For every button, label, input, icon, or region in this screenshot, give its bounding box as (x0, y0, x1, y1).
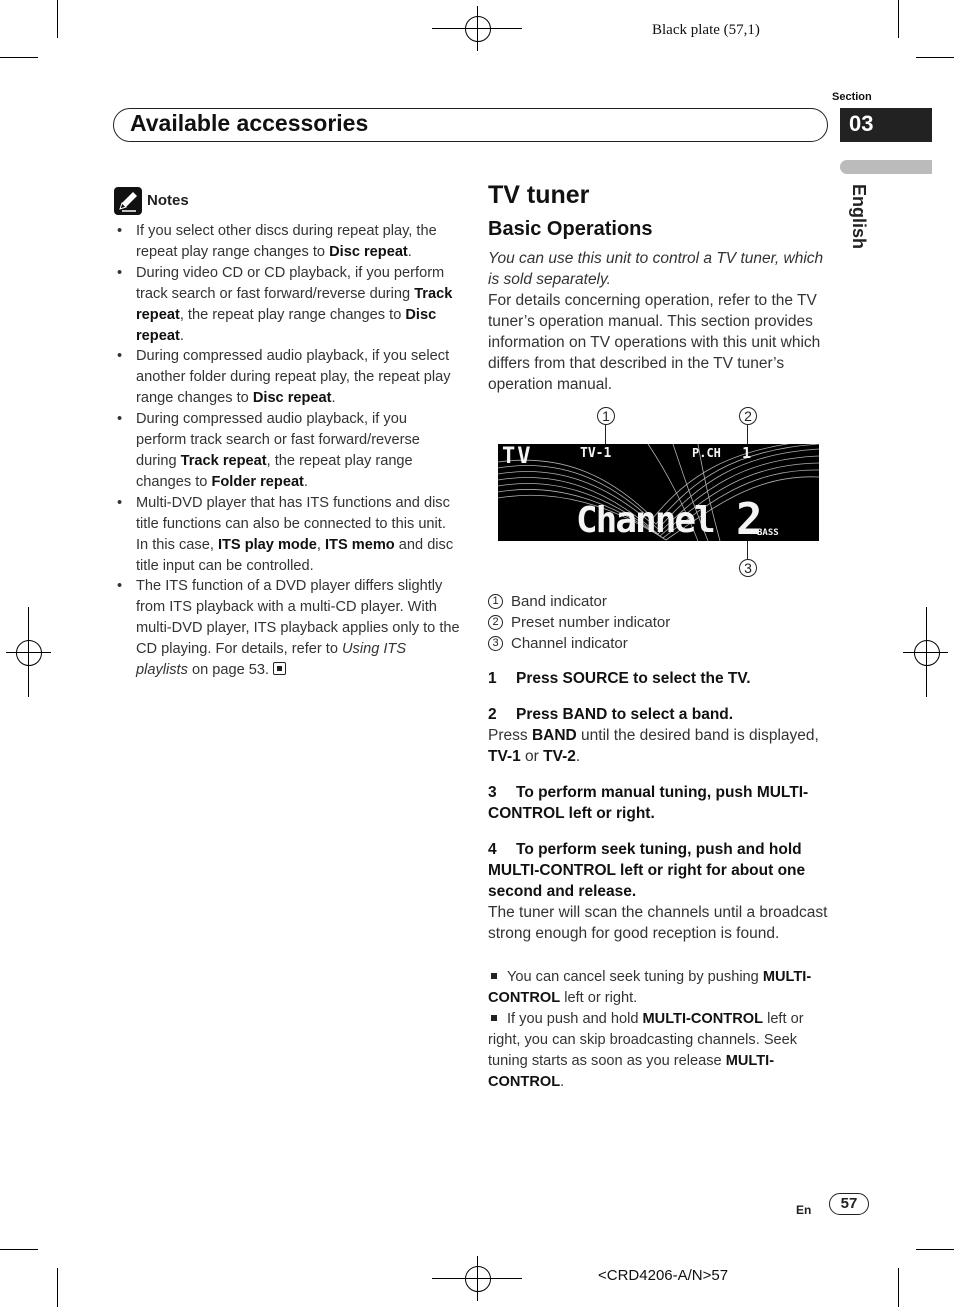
legend-text: Channel indicator (511, 635, 628, 652)
section-number: 03 (840, 108, 932, 142)
list-item: • During video CD or CD playback, if you perform track search or fast forward/reverse during Track repeat, the repeat play range changes to Disc repeat. (114, 263, 460, 347)
crop-mark (0, 1249, 38, 1250)
notes-list (114, 221, 460, 681)
band-label: TV (502, 444, 533, 469)
list-item: • If you select other discs during repeat play, the repeat play range changes to Disc repeat. (114, 221, 460, 263)
list-item: • The ITS function of a DVD player differs slightly from ITS playback with a multi-CD player. With multi-DVD player, ITS playback applies only to the CD playing. For details, refer to Using ITS playlists on page 53. (114, 576, 460, 681)
list-item: • During compressed audio playback, if you perform track search or fast forward/reverse during Track repeat, the repeat play range changes to Folder repeat. (114, 409, 460, 493)
step-2-body: Press BAND until the desired band is displayed, TV-1 or TV-2. (488, 727, 819, 765)
legend-item (488, 635, 628, 652)
step-2: 2 Press BAND to select a band. (488, 706, 734, 723)
preset-label: P.CH (692, 446, 721, 460)
legend-item (488, 614, 670, 631)
list-item: • Multi-DVD player that has ITS functions and disc title functions can also be connected to this unit. In this case, ITS play mode, ITS memo and disc title input can be controlled. (114, 493, 460, 577)
crop-mark (57, 1268, 58, 1307)
document-code: <CRD4206-A/N>57 (598, 1267, 729, 1284)
registration-mark (16, 640, 42, 666)
header-title: Available accessories (130, 110, 369, 136)
bullet-square-icon (491, 1015, 497, 1021)
callout-1: 1 (597, 407, 615, 425)
language-tab-bar (840, 160, 932, 174)
legend-number: 3 (488, 636, 503, 651)
list-item: • During compressed audio playback, if you select another folder during repeat play, the repeat play range changes to Disc repeat. (114, 346, 460, 409)
intro-text: For details concerning operation, refer to the TV tuner’s operation manual. This section provides information on TV operations with this unit which differs from that described in the TV tuner’s operation manual. (488, 292, 821, 393)
legend-number: 1 (488, 594, 503, 609)
crop-mark (898, 0, 899, 38)
band-indicator: TV-1 (580, 446, 612, 461)
crop-mark (916, 1249, 954, 1250)
registration-mark (914, 640, 940, 666)
legend-item (488, 593, 607, 610)
legend-number: 2 (488, 615, 503, 630)
crop-mark (898, 1268, 899, 1307)
registration-mark (465, 1266, 491, 1292)
legend-text: Preset number indicator (511, 614, 671, 631)
end-of-section-icon (273, 662, 286, 675)
step-1: 1 Press SOURCE to select the TV. (488, 670, 751, 687)
channel-label: Channel (576, 500, 714, 541)
callout-line (747, 541, 748, 559)
footer-lang: En (796, 1203, 812, 1217)
notes-title: Notes (147, 192, 189, 209)
preset-number-indicator: 1 (742, 444, 752, 462)
section-label: Section (832, 91, 872, 103)
crop-mark (0, 57, 38, 58)
sub-note: You can cancel seek tuning by pushing MULTI-CONTROL left or right. (488, 969, 812, 1006)
step-3: 3 To perform manual tuning, push MULTI-CONTROL left or right. (488, 784, 809, 822)
intro-italic: You can use this unit to control a TV tuner, which is sold separately. (488, 250, 824, 288)
subsection-heading: Basic Operations (488, 218, 653, 240)
callout-3: 3 (739, 559, 757, 577)
language-tab: English (849, 184, 869, 250)
plate-label: Black plate (57,1) (652, 22, 760, 38)
notes-pencil-icon (114, 187, 142, 215)
step-4-body: The tuner will scan the channels until a broadcast strong enough for good reception is found. (488, 904, 828, 942)
sub-note: If you push and hold MULTI-CONTROL left or right, you can skip broadcasting channels. Seek tuning starts as soon as you release MULTI-CONTROL. (488, 1011, 804, 1090)
callout-2: 2 (739, 407, 757, 425)
legend-text: Band indicator (511, 593, 607, 610)
bullet-square-icon (491, 973, 497, 979)
channel-indicator: 2 (736, 494, 763, 541)
page-number: 57 (829, 1193, 869, 1215)
crop-mark (916, 57, 954, 58)
crop-mark (57, 0, 58, 38)
section-heading: TV tuner (488, 181, 590, 209)
bass-indicator: BASS (757, 528, 779, 538)
step-4: 4 To perform seek tuning, push and hold MULTI-CONTROL left or right for about one second and release. (488, 841, 806, 900)
tv-display-illustration (498, 444, 819, 541)
registration-mark (465, 16, 491, 42)
